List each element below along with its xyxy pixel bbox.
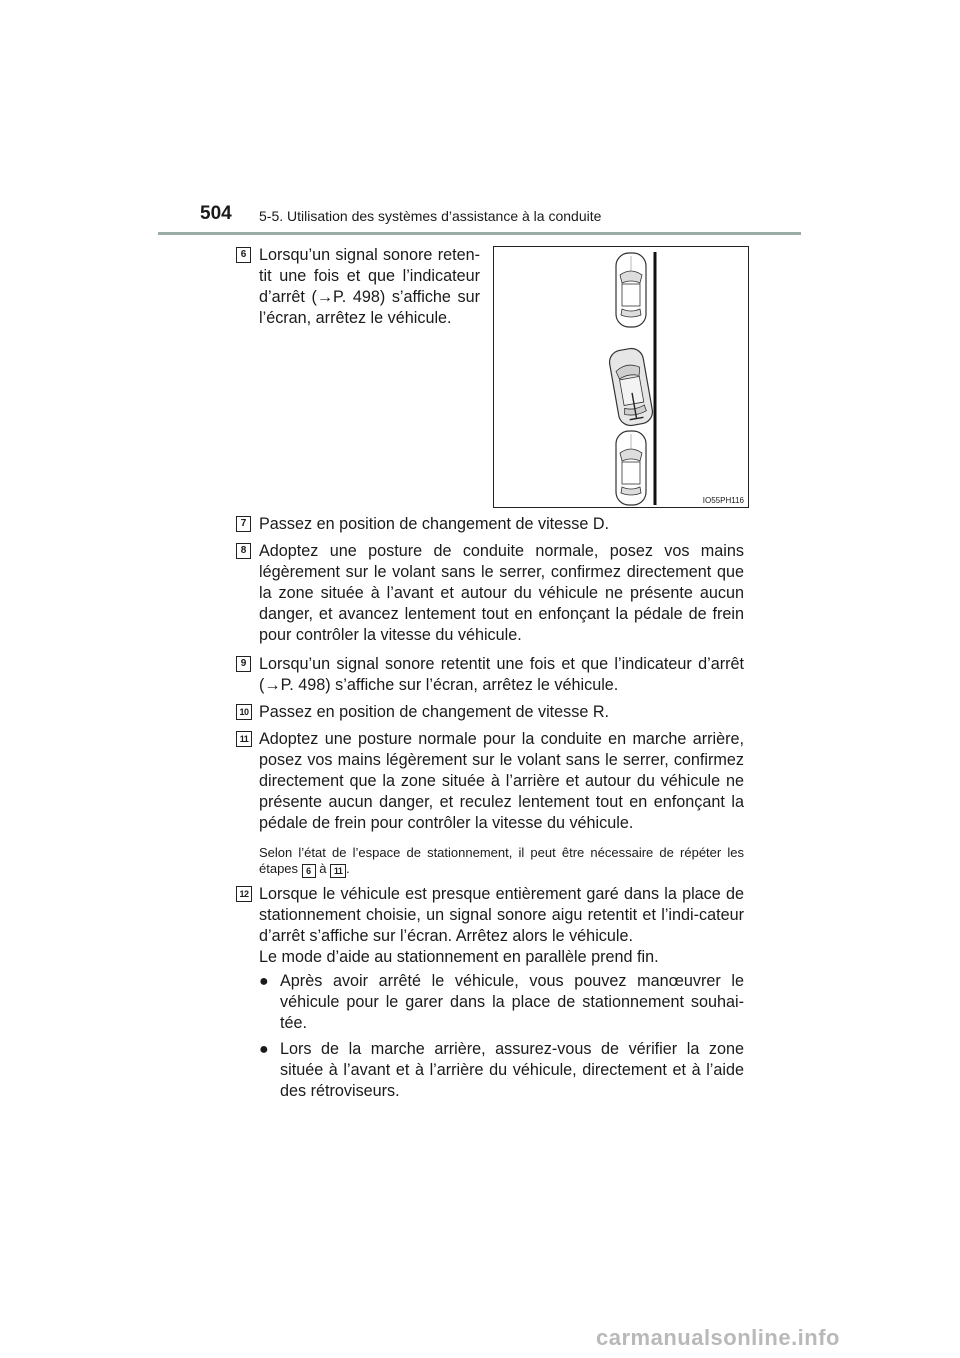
step-text-8: Adoptez une posture de conduite normale, posez vos mains légèrement sur le volant sans le serrer, confirmez directement que la zone située à l’avant et autour du véhicule ne présente aucun danger, et avancez lentement tout en enfonçant la pédale de frein pour contrôler la vitesse du véhicule. xyxy=(259,542,744,644)
bullet-text-2: Lors de la marche arrière, assurez-vous de vérifier la zone située à l’avant et à l’arrière du véhicule, directement et à l’aide des rétroviseurs. xyxy=(280,1040,744,1100)
step-text-10: Passez en position de changement de vitesse R. xyxy=(259,703,610,721)
step-badge-7: 7 xyxy=(236,516,251,532)
page-number: 504 xyxy=(200,203,232,224)
maneuvering-car-icon xyxy=(608,347,655,428)
header-divider xyxy=(158,232,801,235)
note-body: Selon l’état de l’espace de stationnement, il peut être nécessaire de répéter les étapes xyxy=(259,845,744,876)
step-badge-6: 6 xyxy=(236,247,251,263)
note-ref-step-6: 6 xyxy=(302,864,316,878)
parking-illustration xyxy=(493,246,749,508)
note-end: . xyxy=(346,861,350,876)
bullet-icon: ● xyxy=(259,1041,269,1058)
end-line: Le mode d’aide au stationnement en parallèle prend fin. xyxy=(259,948,659,966)
watermark: carmanualsonline.info xyxy=(596,1325,840,1350)
note-ref-step-11: 11 xyxy=(330,864,346,878)
note-text xyxy=(259,845,744,878)
step-badge-12: 12 xyxy=(236,886,252,902)
note-joiner: à xyxy=(319,861,327,876)
step-text-7: Passez en position de changement de vitesse D. xyxy=(259,515,610,533)
step-text-6: Lorsqu’un signal sonore reten-tit une fois et que l’indicateur d’arrêt (→P. 498) s’affiche sur l’écran, arrêtez le véhicule. xyxy=(259,246,480,327)
step-badge-9: 9 xyxy=(236,656,251,672)
section-title: 5-5. Utilisation des systèmes d’assistance à la conduite xyxy=(259,208,602,224)
bullet-icon: ● xyxy=(259,973,269,990)
parked-car-rear-icon xyxy=(616,431,646,505)
step-text-11: Adoptez une posture normale pour la conduite en marche arrière, posez vos mains légèrement sur le volant sans le serrer, confirmez directement que la zone située à l’arrière et autour du véhicule ne présente aucun danger, et reculez lentement tout en enfonçant la pédale de frein pour contrôler la vitesse du véhicule. xyxy=(259,730,744,832)
step-badge-8: 8 xyxy=(236,543,251,559)
step-badge-11: 11 xyxy=(236,731,252,747)
step-text-9: Lorsqu’un signal sonore retentit une fois et que l’indicateur d’arrêt (→P. 498) s’affiche sur l’écran, arrêtez le véhicule. xyxy=(259,655,744,694)
parked-car-front-icon xyxy=(616,253,646,327)
figure-id: IO55PH116 xyxy=(702,496,744,505)
step-text-12: Lorsque le véhicule est presque entièrement garé dans la place de stationnement choisie, un signal sonore aigu retentit et l’indi-cateur d’arrêt s’affiche sur l’écran. Arrêtez alors le véhicule. xyxy=(259,885,744,945)
bullet-text-1: Après avoir arrêté le véhicule, vous pouvez manœuvrer le véhicule pour le garer dans la place de stationnement souhai-tée. xyxy=(280,972,744,1032)
parallel-parking-diagram xyxy=(494,247,748,507)
step-badge-10: 10 xyxy=(236,704,252,720)
